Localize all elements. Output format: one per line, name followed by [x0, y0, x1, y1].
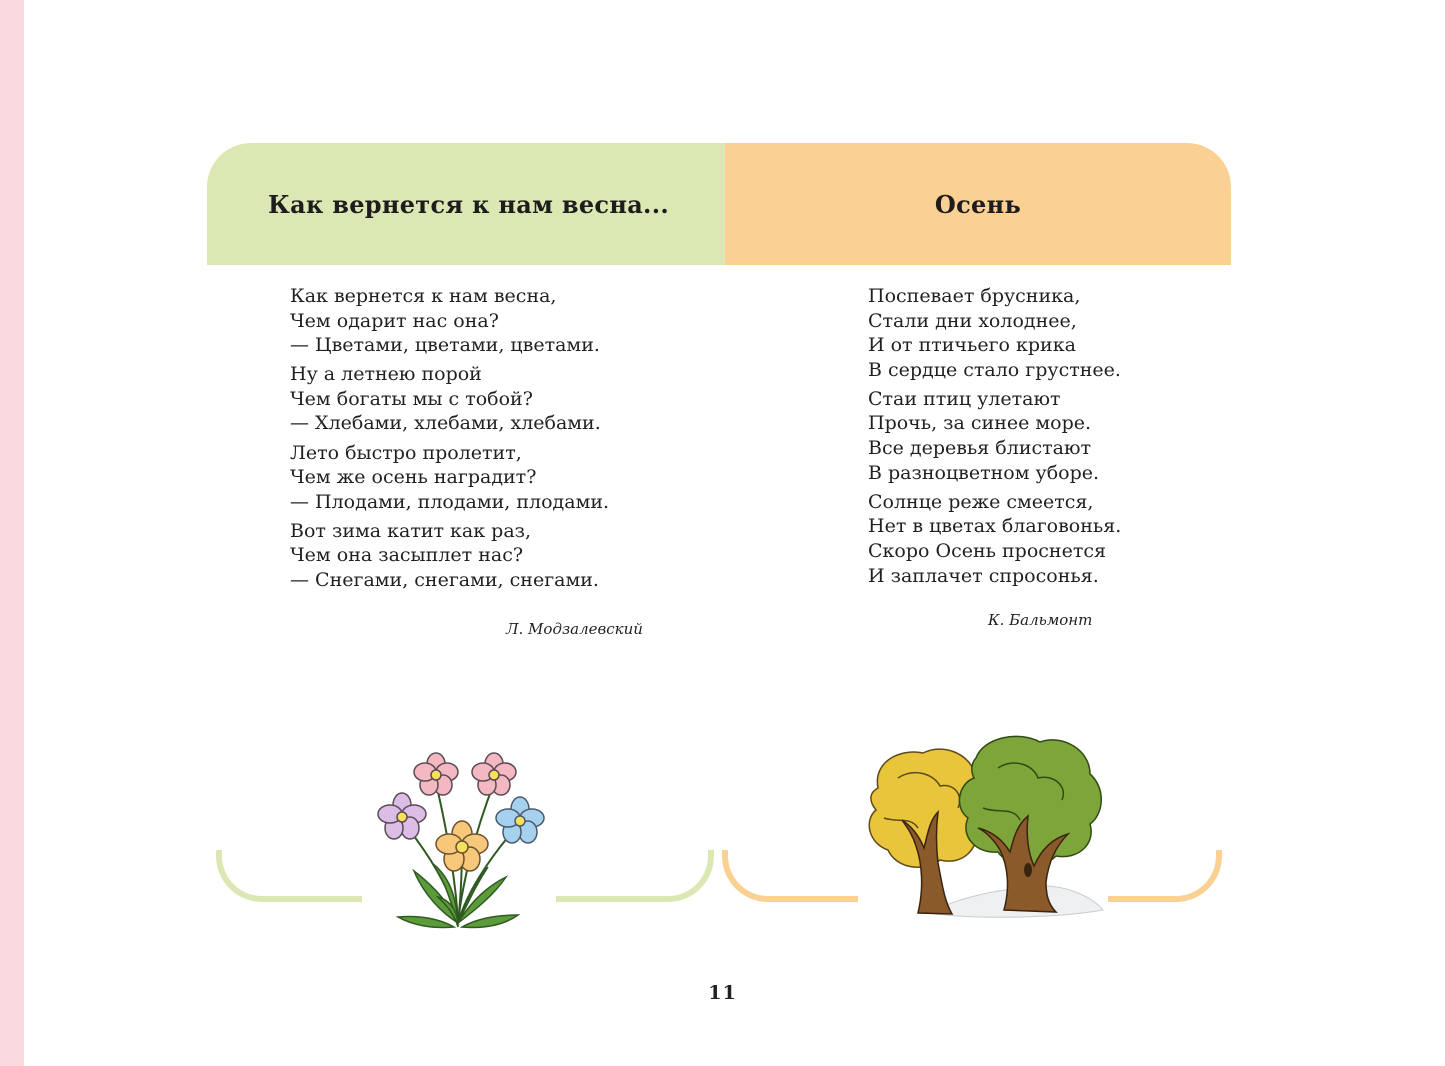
- poem-line: Поспевает брусника,: [868, 285, 1081, 307]
- poem-line: Солнце реже смеется,: [868, 490, 1094, 513]
- poem-line: Ну а летнею порой: [290, 363, 482, 386]
- poem-line: — Снегами, снегами, снегами.: [290, 569, 599, 592]
- poem-line: Лето быстро пролетит,: [290, 441, 522, 464]
- poem-line: В сердце стало грустнее.: [868, 358, 1121, 381]
- poem-line: Стаи птиц улетают: [868, 387, 1061, 410]
- poem-stanza: [290, 284, 609, 358]
- poem-line: Чем одарит нас она?: [290, 309, 499, 332]
- poem-line: И заплачет спросонья.: [868, 564, 1099, 587]
- spring-poem-title: Как вернется к нам весна...: [267, 189, 670, 219]
- poem-line: Как вернется к нам весна,: [290, 285, 557, 307]
- autumn-poem: [868, 284, 1121, 593]
- poem-line: — Плодами, плодами, плодами.: [290, 490, 610, 513]
- flowers-illustration: [362, 745, 556, 940]
- trees-illustration: [858, 728, 1108, 933]
- autumn-poem-title: Осень: [934, 189, 1022, 219]
- poem-line: В разноцветном уборе.: [868, 461, 1100, 484]
- page-edge-strip: [0, 0, 24, 1066]
- poem-line: — Хлебами, хлебами, хлебами.: [290, 412, 601, 435]
- poem-stanza: [868, 387, 1121, 485]
- poem-stanza: [290, 441, 609, 515]
- trees-icon: [858, 728, 1108, 933]
- flowers-icon: [362, 745, 556, 940]
- poem-line: Прочь, за синее море.: [868, 412, 1092, 435]
- autumn-poem-author: К. Бальмонт: [988, 611, 1093, 629]
- poem-line: Стали дни холоднее,: [868, 309, 1077, 332]
- poem-line: Все деревья блистают: [868, 437, 1092, 460]
- spring-poem-author: Л. Модзалевский: [506, 620, 643, 638]
- spring-poem: [290, 284, 609, 597]
- page-number: 11: [708, 982, 737, 1004]
- poem-stanza: [290, 519, 609, 593]
- poem-line: Скоро Осень проснется: [868, 539, 1106, 562]
- poem-stanza: [868, 490, 1121, 588]
- autumn-poem-header: [725, 143, 1231, 265]
- poem-line: Нет в цветах благовонья.: [868, 515, 1122, 538]
- poem-line: И от птичьего крика: [868, 334, 1076, 357]
- poem-line: — Цветами, цветами, цветами.: [290, 334, 600, 357]
- poem-line: Вот зима катит как раз,: [290, 519, 532, 542]
- poem-stanza: [290, 362, 609, 436]
- spring-poem-header: [207, 143, 725, 265]
- poem-stanza: [868, 284, 1121, 382]
- poem-line: Чем она засыплет нас?: [290, 544, 524, 567]
- poem-line: Чем богаты мы с тобой?: [290, 387, 533, 410]
- poem-line: Чем же осень наградит?: [290, 466, 537, 489]
